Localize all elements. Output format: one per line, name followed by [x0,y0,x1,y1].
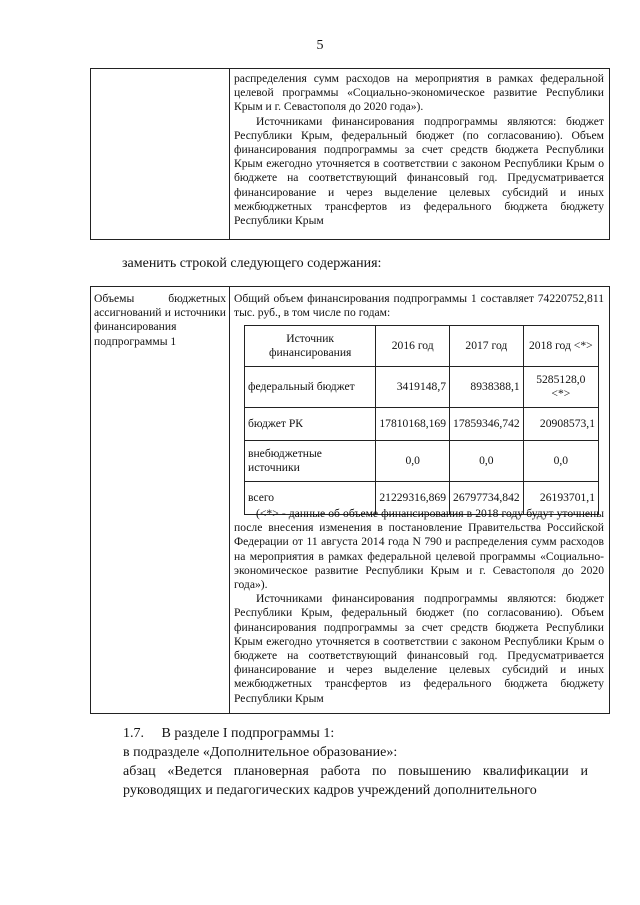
new-row-right-cell [234,292,604,320]
row-2018: 26193701,1 [523,482,598,515]
row-2018: 5285128,0 <*> [523,367,598,408]
old-row-left-cell [91,69,230,239]
funding-intro: Общий объем финансирования подпрограммы 1 составляет 74220752,811 тыс. руб., в том числе по годам: [234,292,604,320]
old-row-right-cell [234,72,604,228]
new-row-left-cell [91,287,230,713]
funding-sources-paragraph: Источниками финансирования подпрограммы являются: бюджет Республики Крым, федеральный бюджет (по согласованию). Объем финансирования подпрограммы за счет средств бюджета Республики Крым ежегодно уточняется в соответствии с законом Республики Крым о бюджете на соответствующий финансовый год. Предусматривается финансирование и через выделение целевых субсидий и иных межбюджетных трансфертов из федерального бюджета бюджету Республики Крым [234,592,604,705]
item-1-7: 1.7. В разделе I подпрограммы 1: [123,726,335,741]
row-2017: 8938388,1 [450,367,524,408]
row-2017: 0,0 [450,441,524,482]
new-row-label: Объемы бюджетных ассигнований и источники финансирования подпрограммы 1 [94,292,226,348]
table-row [245,367,599,408]
header-2017: 2017 год [450,326,524,367]
funding-table-header [245,326,599,367]
row-2016: 17810168,169 [376,408,450,441]
new-row-table [90,286,610,714]
row-2016: 21229316,869 [376,482,450,515]
funding-table [244,325,599,515]
paragraph-start: абзац «Ведется плановерная работа по повышению квалификации и руководящих и педагогических кадров учреждений дополнительного [123,764,588,798]
row-2018: 20908573,1 [523,408,598,441]
header-2018: 2018 год <*> [523,326,598,367]
row-2016: 0,0 [376,441,450,482]
subsection-line: в подразделе «Дополнительное образование»: [123,745,398,760]
header-2016: 2016 год [376,326,450,367]
row-2017: 17859346,742 [450,408,524,441]
old-row-table [90,68,610,240]
row-source: внебюджетные источники [245,441,376,482]
old-row-paragraph-2: Источниками финансирования подпрограммы являются: бюджет Республики Крым, федеральный бюджет (по согласованию). Объем финансирования подпрограммы за счет средств бюджета Республики Крым ежегодно уточняется в соответствии с законом Республики Крым о бюджете на соответствующий финансовый год. Предусматривается финансирование и через выделение целевых субсидий и иных межбюджетных трансфертов из федерального бюджета бюджету Республики Крым [234,114,604,228]
row-2016: 3419148,7 [376,367,450,408]
row-2017: 26797734,842 [450,482,524,515]
page-number: 5 [316,38,324,53]
table-row [245,441,599,482]
header-source: Источник финансирования [245,326,376,367]
replace-instruction: заменить строкой следующего содержания: [122,256,382,271]
footnote-2018: (<*> - данные об объеме финансирования в 2018 году будут уточнены после внесения изменения в постановление Правительства Российской Федерации от 11 августа 2014 года N 790 и распределения сумм расходов на мероприятия в рамках федеральной целевой программы «Социально-экономическое развитие Республики Крым и г. Севастополя до 2020 года»). [234,507,604,592]
row-source: федеральный бюджет [245,367,376,408]
old-row-paragraph-1: распределения сумм расходов на мероприятия в рамках федеральной целевой программы «Социально-экономическое развитие Республики Крым и г. Севастополя до 2020 года»). [234,72,604,114]
row-2018: 0,0 [523,441,598,482]
new-row-notes [234,507,604,706]
row-source: бюджет РК [245,408,376,441]
body-text [88,724,588,800]
table-row [245,408,599,441]
row-source: всего [245,482,376,515]
